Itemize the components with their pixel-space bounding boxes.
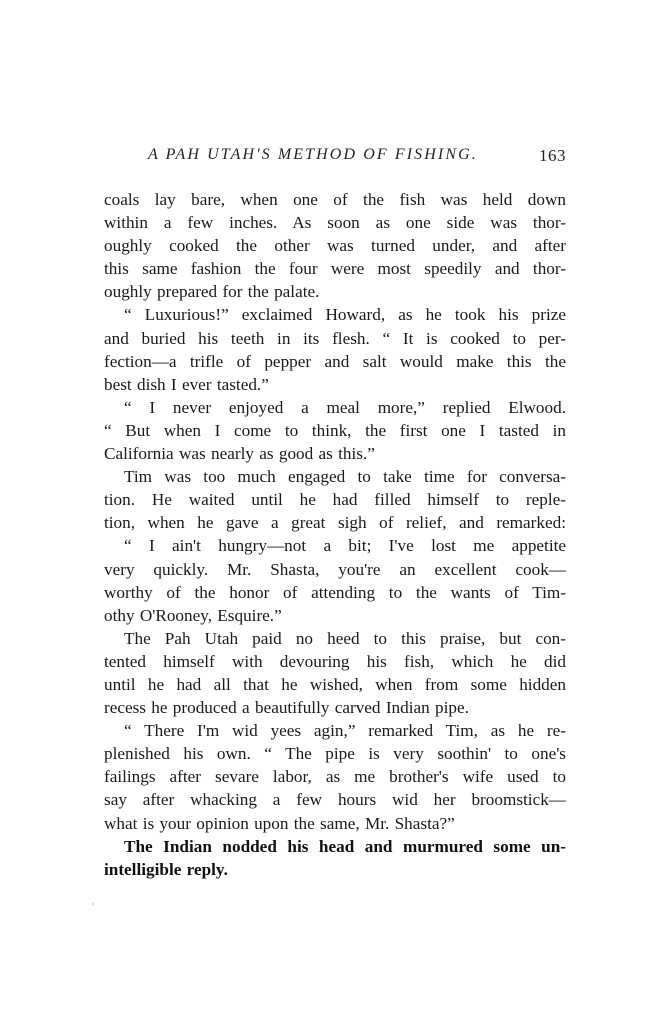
text-line: intelligible reply. xyxy=(104,859,228,879)
page-number: 163 xyxy=(539,146,566,165)
page-header xyxy=(104,146,570,170)
text-line: plenished his own. “ The pipe is very soothin' to one's xyxy=(104,744,566,764)
page-speck xyxy=(92,903,94,905)
text-line: tion, when he gave a great sigh of relief, and remarked: xyxy=(104,513,566,533)
text-line: oughly prepared for the palate. xyxy=(104,282,320,302)
text-line: until he had all that he wished, when from some hidden xyxy=(104,674,566,694)
text-line: The Pah Utah paid no heed to this praise, but con- xyxy=(124,628,566,648)
text-line: tented himself with devouring his fish, which he did xyxy=(104,651,566,671)
text-line: “ I never enjoyed a meal more,” replied Elwood. xyxy=(124,397,566,417)
text-line: very quickly. Mr. Shasta, you're an excellent cook— xyxy=(104,559,566,579)
text-line: “ Luxurious!” exclaimed Howard, as he took his prize xyxy=(124,305,566,325)
text-line: and buried his teeth in its flesh. “ It is cooked to per- xyxy=(104,328,566,348)
text-line: The Indian nodded his head and murmured some un- xyxy=(124,836,566,856)
text-line: “ There I'm wid yees agin,” remarked Tim, as he re- xyxy=(124,721,566,741)
running-title: A PAH UTAH'S METHOD OF FISHING. xyxy=(148,146,478,163)
text-line: what is your opinion upon the same, Mr. Shasta?” xyxy=(104,813,455,833)
text-line: failings after sevare labor, as me brother's wife used to xyxy=(104,767,566,787)
text-line: coals lay bare, when one of the fish was held down xyxy=(104,190,566,209)
text-line: oughly cooked the other was turned under, and after xyxy=(104,236,566,256)
text-line: say after whacking a few hours wid her broomstick— xyxy=(104,790,566,810)
text-line: recess he produced a beautifully carved Indian pipe. xyxy=(104,698,469,718)
text-line: worthy of the honor of attending to the wants of Tim- xyxy=(104,582,566,602)
text-line: best dish I ever tasted.” xyxy=(104,374,269,394)
text-line: Tim was too much engaged to take time for conversa- xyxy=(124,467,566,487)
body-text xyxy=(104,188,566,881)
text-line: othy O'Rooney, Esquire.” xyxy=(104,605,282,625)
text-line: California was nearly as good as this.” xyxy=(104,444,375,464)
text-line: within a few inches. As soon as one side was thor- xyxy=(104,213,566,233)
text-line: fection—a trifle of pepper and salt would make this the xyxy=(104,351,566,371)
text-line: tion. He waited until he had filled himself to reple- xyxy=(104,490,566,510)
text-line: “ But when I come to think, the first one I tasted in xyxy=(104,420,566,440)
text-line: “ I ain't hungry—not a bit; I've lost me appetite xyxy=(124,536,566,556)
text-line: this same fashion the four were most speedily and thor- xyxy=(104,259,566,279)
